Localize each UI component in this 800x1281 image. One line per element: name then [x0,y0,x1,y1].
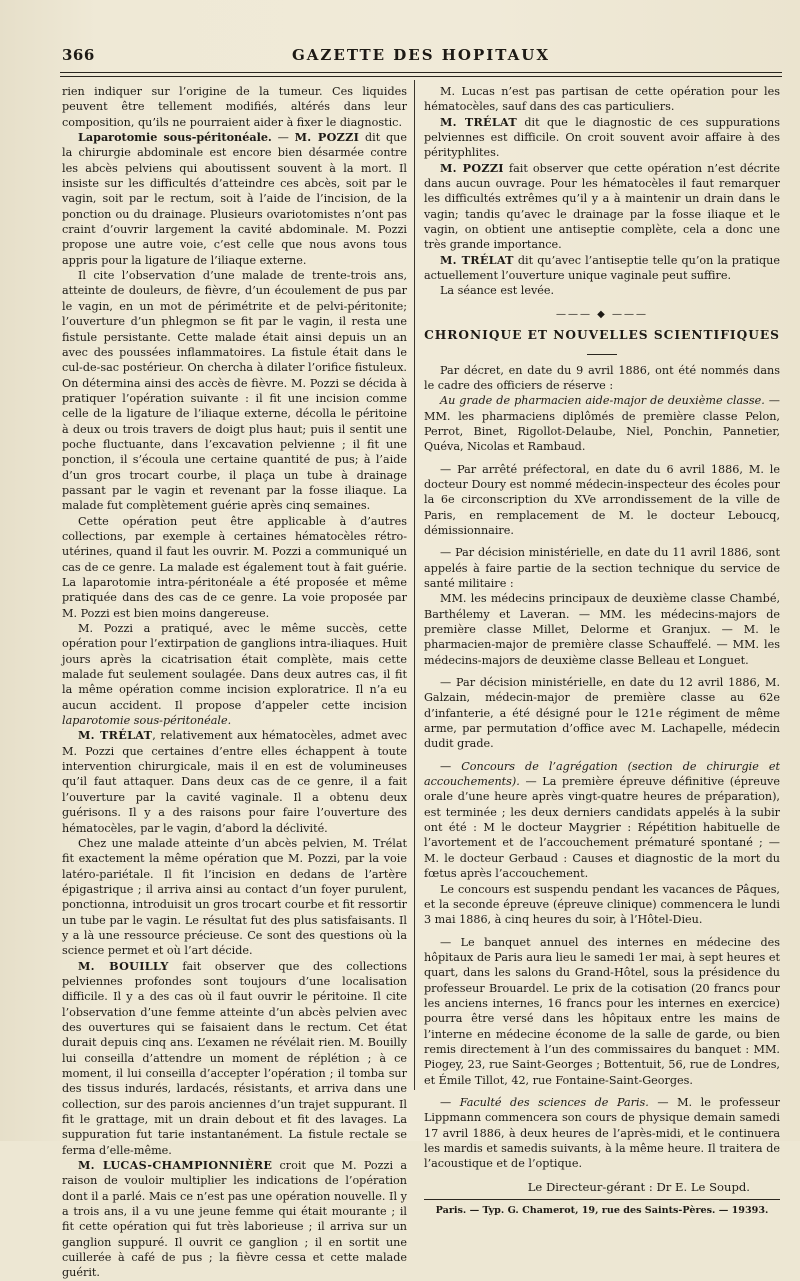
speaker-name: M. POZZI [294,130,360,145]
speaker-name: M. TRÉLAT [440,252,514,267]
paragraph: Par décret, en date du 9 avril 1886, ont été nommés dans le cadre des officiers de réserve : [424,363,780,392]
page-number: 366 [62,46,95,64]
emphasis: laparotomie sous-péritonéale. [62,714,232,728]
paragraph: — Par arrêté préfectoral, en date du 6 avril 1886, M. le docteur Doury est nommé médecin-inspecteur des écoles pour la 6e circonscription du XVe arrondissement de la ville de Paris, en remplacement de M. le docteur Leboucq, démissionnaire. [424,462,780,537]
section-heading: Laparotomie sous-péritonéale. [78,130,272,145]
emphasis: — Faculté des sciences de Paris. [440,1095,649,1109]
paragraph: M. TRÉLAT dit que le diagnostic de ces suppurations pelviennes est difficile. On croit souvent avoir affaire à des pérityphlites. [424,114,780,160]
signature: Le Directeur-gérant : Dr E. Le Soupd. [527,1179,750,1194]
paragraph: Laparotomie sous-péritonéale. — M. POZZI dit que la chirurgie abdominale est encore bien désarmée contre les abcès pelviens qui aboutissent souvent à la mort. Il insiste sur les difficultés d’atteindre ces abcès, soit par le vagin, soit par le rectum, soit à l’aide de l’incision, de la ponction ou du drainage. Plusieurs ovariotomistes n’ont pas craint d’ouvrir largement la cavité abdominale. M. Pozzi propose une autre voie, c’est celle que nous avons tous appris pour la ligature de l’iliaque externe. [62,130,407,267]
section-ornament: ——— ◆ ——— [555,308,649,320]
left-column [62,84,407,1281]
header-rule-thin [60,76,782,77]
paragraph: Chez une malade atteinte d’un abcès pelvien, M. Trélat fit exactement la même opération que M. Pozzi, par la voie latéro-pariétale. Il fit l’incision en dedans de l’artère épigastrique ; il arriva ainsi au contact d’un foyer purulent, ponctionna, introduisit un gros trocart courbe et fit ressortir un tube par le vagin. Le résultat fut des plus satisfaisants. Il y a là une ressource précieuse. Ce sont des questions où la science permet et où l’art décide. [62,836,407,958]
paragraph: — Concours de l’agrégation (section de chirurgie et accouchements). — La première épreuve définitive (épreuve orale d’une heure après vingt-quatre heures de préparation), est terminée ; les deux derniers candidats appelés à la subir ont été : M le docteur Maygrier : Répétition habituelle de l’avortement et de l’accouchement prématuré spontané ; — M. le docteur Gerbaud : Causes et diagnostic de la mort du fœtus après l’accouchement. [424,759,780,881]
paragraph: — Le banquet annuel des internes en médecine des hôpitaux de Paris aura lieu le samedi 1er mai, à sept heures et quart, dans les salons du Grand-Hôtel, sous la présidence du professeur Brouardel. Le prix de la cotisation (20 francs pour les anciens internes, 16 francs pour les internes en exercice) pourra être versé dans les hôpitaux entre les mains de l’interne en médecine économe de la salle de garde, ou bien remis directement à l’un des commissaires du banquet : MM. Piogey, 23, rue Saint-Georges ; Bottentuit, 56, rue de Londres, et Émile Tillot, 42, rue Fontaine-Saint-Georges. [424,935,780,1087]
emphasis: — Concours de l’agrégation (section de chirurgie et accouchements). [424,759,780,789]
right-column [424,84,780,1218]
speaker-name: M. TRÉLAT [440,114,518,129]
paragraph: Le concours est suspendu pendant les vacances de Pâques, et la seconde épreuve (épreuve clinique) commencera le lundi 3 mai 1886, à cinq heures du soir, à l’Hôtel-Dieu. [424,882,780,927]
paragraph: M. BOUILLY fait observer que des collections pelviennes profondes sont toujours d’une localisation difficile. Il y a des cas où il faut ouvrir le péritoine. Il cite l’observation d’une femme atteinte d’un abcès pelvien avec des ouvertures qui se faisaient dans le rectum. Cet état durait depuis cinq ans. L’examen ne révélait rien. M. Bouilly lui conseilla d’attendre un moment de réplétion ; à ce moment, il lui conseilla d’accepter l’opération ; il tomba sur des tissus indurés, lardacés, résistants, et arriva dans une collection, sur des parois anciennes d’un trajet suppurant. Il fit le grattage, mit un drain debout et fit des lavages. La suppuration fut tarie instantanément. La fistule rectale se ferma d’elle-même. [62,958,407,1157]
printer-imprint: Paris. — Typ. G. Chamerot, 19, rue des Saints-Pères. — 19393. [424,1199,780,1218]
paragraph: M. TRÉLAT dit qu’avec l’antiseptie telle qu’on la pratique actuellement l’ouverture unique vaginale peut suffire. [424,252,780,283]
header-rule [60,72,782,73]
paragraph: La séance est levée. [440,284,555,298]
speaker-name: M. LUCAS-CHAMPIONNIÈRE [78,1158,273,1173]
paragraph: M. POZZI fait observer que cette opération n’est décrite dans aucun ouvrage. Pour les hématocèles il faut remarquer les difficultés extrêmes qu’il y a à maintenir un drain dans le vagin; tandis qu’avec le drainage par la fosse iliaque et le vagin, on obtient une antiseptie complète, cela a donc une très grande importance. [424,160,780,252]
paragraph: — Par décision ministérielle, en date du 12 avril 1886, M. Galzain, médecin-major de première classe au 62e d’infanterie, a été désigné pour le 121e régiment de même arme, par permutation d’office avec M. Lachapelle, médecin dudit grade. [424,676,780,751]
paragraph: M. TRÉLAT, relativement aux hématocèles, admet avec M. Pozzi que certaines d’entre elles échappent à toute intervention chirurgicale, mais il en est de volumineuses qu’il faut attaquer. Dans deux cas de ce genre, il a fait l’ouverture par la cavité vaginale. Il a obtenu deux guérisons. Il y a des raisons pour faire l’ouverture des hématocèles, par le vagin, d’abord la déclivité. [62,728,407,835]
page-header [60,44,782,70]
paragraph: M. LUCAS-CHAMPIONNIÈRE croit que M. Pozzi a raison de vouloir multiplier les indications de l’opération dont il a parlé. Mais ce n’est pas une opération nouvelle. Il y a trois ans, il a vu une jeune femme qui était mourante ; il fit cette opération qui fut très laborieuse ; il arriva sur un ganglion suppuré. Il ouvrit ce ganglion ; il en sortit une cuillerée à café de pus ; la fièvre cessa et cette malade guérit. [62,1158,407,1280]
paragraph: Il cite l’observation d’une malade de trente-trois ans, atteinte de douleurs, de fièvre, d’un écoulement de pus par le vagin, en un mot de périmétrite et de pelvi-péritonite; l’ouverture d’un phlegmon se fit par le vagin, il resta une fistule persistante. Cette malade était ainsi depuis un an avec des poussées inflammatoires. La fistule était dans le cul-de-sac postérieur. On chercha à dilater l’orifice fistuleux. On détermina ainsi des accès de fièvre. M. Pozzi se décida à pratiquer l’opération suivante : il fit une incision comme celle de la ligature de l’iliaque externe, décolla le péritoine à deux ou trois travers de doigt plus haut; puis il sentit une poche fluctuante, dans l’excavation pelvienne ; il fit une ponction, il s’écoula une certaine quantité de pus; à l’aide d’un gros trocart courbe, il plaça un tube à drainage passant par le vagin et revenant par la fosse iliaque. La malade fut complètement guérie après cinq semaines. [62,269,407,513]
paragraph: Cette opération peut être applicable à d’autres collections, par exemple à certaines hématocèles rétro-utérines, quand il faut les ouvrir. M. Pozzi a communiqué un cas de ce genre. La malade est également tout à fait guérie. La laparotomie intra-péritonéale a été proposée et même pratiquée dans des cas de ce genre. La voie proposée par M. Pozzi est bien moins dangereuse. [62,514,407,620]
paragraph: MM. les médecins principaux de deuxième classe Chambé, Barthélemy et Laveran. — MM. les médecins-majors de première classe Millet, Delorme et Granjux. — M. le pharmacien-major de première classe Schauffelé. — MM. les médecins-majors de deuxième classe Belleau et Longuet. [424,592,780,667]
speaker-name: M. TRÉLAT [78,728,153,743]
column-divider [414,80,415,1090]
paragraph: M. Lucas n’est pas partisan de cette opération pour les hématocèles, sauf dans des cas particuliers. [424,85,780,114]
short-rule [587,354,617,355]
speaker-name: M. POZZI [440,160,504,175]
paragraph: M. Pozzi a pratiqué, avec le même succès, cette opération pour l’extirpation de ganglions intra-iliaques. Huit jours après la cicatrisation était complète, mais cette malade fut seulement soulagée. Dans deux autres cas, il fit la même opération comme incision exploratrice. Il n’a eu aucun accident. Il propose d’appeler cette incision laparotomie sous-péritonéale. [62,622,407,728]
section-title: CHRONIQUE ET NOUVELLES SCIENTIFIQUES [424,328,780,343]
paragraph: rien indiquer sur l’origine de la tumeur. Ces liquides peuvent être tellement modifiés, altérés dans leur composition, qu’ils ne pourraient aider à fixer le diagnostic. [62,85,407,129]
emphasis: Au grade de pharmacien aide-major de deuxième classe. [440,394,765,408]
paragraph: — Faculté des sciences de Paris. — M. le professeur Lippmann commencera son cours de physique demain samedi 17 avril 1886, à deux heures de l’après-midi, et le continuera les mardis et samedis suivants, à la même heure. Il traitera de l’acoustique et de l’optique. [424,1095,780,1171]
speaker-name: M. BOUILLY [78,958,169,973]
running-title: GAZETTE DES HOPITAUX [291,46,550,64]
paragraph: — Par décision ministérielle, en date du 11 avril 1886, sont appelés à faire partie de la section technique du service de santé militaire : [424,546,780,590]
paragraph: Au grade de pharmacien aide-major de deuxième classe. — MM. les pharmaciens diplômés de première classe Pelon, Perrot, Binet, Rigollot-Delaube, Niel, Ponchin, Pannetier, Quéva, Nicolas et Rambaud. [424,394,780,454]
